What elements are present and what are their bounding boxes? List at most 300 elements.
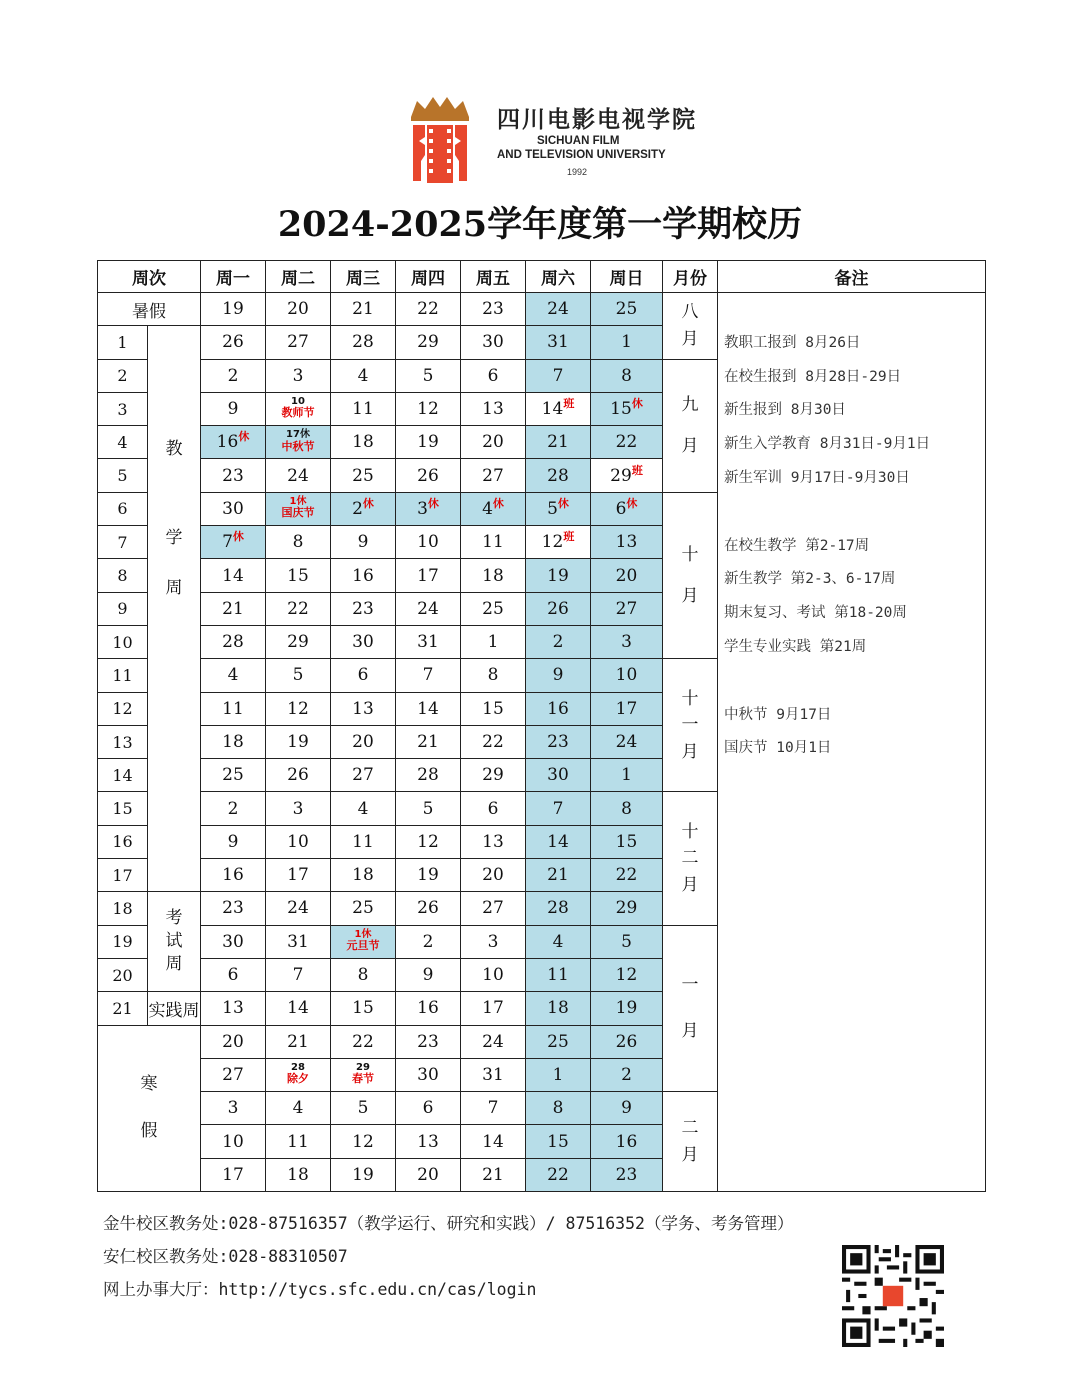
day-cell: 8 bbox=[526, 1092, 591, 1125]
day-cell: 17 bbox=[396, 559, 461, 592]
day-cell-workday bbox=[591, 459, 663, 492]
day-cell: 21 bbox=[266, 1025, 331, 1058]
contact-jinniu: 金牛校区教务处:028-87516357（教学运行、研究和实践）/ 87516352（学务、考务管理） bbox=[103, 1214, 794, 1233]
note-line: 教职工报到 8月26日 bbox=[724, 334, 861, 351]
day-cell: 28 bbox=[396, 759, 461, 792]
day-cell: 13 bbox=[396, 1125, 461, 1158]
rest-mark: 休 bbox=[362, 496, 374, 510]
holiday-date: 1休 bbox=[289, 495, 307, 507]
day-cell: 21 bbox=[396, 725, 461, 758]
note-line bbox=[724, 293, 985, 327]
rest-mark: 休 bbox=[492, 496, 504, 510]
day-cell: 1 bbox=[526, 1058, 591, 1091]
month-october bbox=[663, 492, 718, 658]
day-number: 29 bbox=[610, 465, 632, 486]
day-cell: 31 bbox=[461, 1058, 526, 1091]
spacer bbox=[663, 569, 717, 583]
holiday-date: 29 bbox=[356, 1061, 370, 1073]
day-cell: 25 bbox=[331, 892, 396, 925]
week-number: 5 bbox=[98, 459, 148, 492]
day-cell: 23 bbox=[526, 725, 591, 758]
day-cell: 7 bbox=[396, 659, 461, 692]
spacer bbox=[148, 465, 200, 523]
notes-column bbox=[718, 293, 986, 1192]
day-cell: 22 bbox=[461, 725, 526, 758]
winter-break-label bbox=[98, 1025, 201, 1191]
day-number: 16 bbox=[216, 432, 239, 453]
month-char: 二 bbox=[681, 848, 699, 869]
week-number: 8 bbox=[98, 559, 148, 592]
day-cell: 24 bbox=[591, 725, 663, 758]
week-number: 11 bbox=[98, 659, 148, 692]
day-cell: 23 bbox=[331, 592, 396, 625]
day-cell: 11 bbox=[331, 392, 396, 425]
day-cell-spring-festival bbox=[331, 1058, 396, 1091]
day-cell: 7 bbox=[526, 359, 591, 392]
logo-name-cn: 四川电影电视学院 bbox=[497, 107, 697, 133]
practice-week-label: 实践周 bbox=[148, 992, 201, 1025]
day-cell: 9 bbox=[591, 1092, 663, 1125]
header-wed: 周三 bbox=[331, 261, 396, 293]
day-cell: 23 bbox=[201, 892, 266, 925]
day-cell: 24 bbox=[461, 1025, 526, 1058]
day-cell: 4 bbox=[266, 1092, 331, 1125]
day-cell: 5 bbox=[396, 792, 461, 825]
rest-mark: 休 bbox=[232, 530, 244, 544]
week-number: 19 bbox=[98, 925, 148, 958]
day-cell: 8 bbox=[461, 659, 526, 692]
week-number: 21 bbox=[98, 992, 148, 1025]
day-cell: 20 bbox=[201, 1025, 266, 1058]
day-cell: 21 bbox=[461, 1158, 526, 1191]
day-cell: 25 bbox=[201, 759, 266, 792]
day-cell: 30 bbox=[461, 326, 526, 359]
spacer bbox=[148, 604, 200, 784]
day-cell-rest bbox=[591, 392, 663, 425]
summer-label: 暑假 bbox=[98, 293, 201, 326]
day-cell: 4 bbox=[331, 359, 396, 392]
holiday-stack bbox=[282, 397, 315, 419]
work-mark: 班 bbox=[631, 463, 643, 477]
day-cell: 18 bbox=[331, 859, 396, 892]
page-title: 2024-2025学年度第一学期校历 bbox=[277, 204, 803, 245]
holiday-date: 17休 bbox=[286, 429, 310, 441]
day-cell: 12 bbox=[396, 825, 461, 858]
month-february bbox=[663, 1092, 718, 1192]
day-cell: 8 bbox=[591, 792, 663, 825]
day-cell-rest bbox=[461, 492, 526, 525]
day-cell-workday bbox=[526, 392, 591, 425]
day-cell: 9 bbox=[201, 392, 266, 425]
holiday-stack bbox=[282, 497, 315, 519]
day-cell: 21 bbox=[526, 859, 591, 892]
day-cell: 21 bbox=[201, 592, 266, 625]
week-number: 4 bbox=[98, 426, 148, 459]
day-cell: 17 bbox=[266, 859, 331, 892]
day-cell: 23 bbox=[461, 293, 526, 326]
day-cell: 21 bbox=[526, 426, 591, 459]
day-cell: 2 bbox=[526, 625, 591, 658]
note-line: 学生专业实践 第21周 bbox=[724, 638, 867, 655]
day-number: 12 bbox=[541, 532, 564, 553]
day-cell: 12 bbox=[266, 692, 331, 725]
month-char: 一 bbox=[681, 715, 699, 736]
day-cell: 15 bbox=[526, 1125, 591, 1158]
day-cell: 15 bbox=[331, 992, 396, 1025]
holiday-name: 元旦节 bbox=[346, 939, 380, 953]
day-number: 3 bbox=[417, 498, 428, 519]
day-cell: 16 bbox=[201, 859, 266, 892]
day-cell: 10 bbox=[591, 659, 663, 692]
week-number: 20 bbox=[98, 958, 148, 991]
rest-mark: 休 bbox=[238, 430, 250, 444]
day-cell: 24 bbox=[266, 892, 331, 925]
day-cell: 19 bbox=[526, 559, 591, 592]
contact-anren: 安仁校区教务处:028-88310507 bbox=[103, 1247, 348, 1266]
day-cell: 20 bbox=[331, 725, 396, 758]
holiday-stack bbox=[347, 930, 380, 952]
day-cell: 28 bbox=[201, 625, 266, 658]
spacer bbox=[663, 419, 717, 433]
month-char: 月 bbox=[681, 585, 699, 606]
day-cell: 11 bbox=[266, 1125, 331, 1158]
header-fri: 周五 bbox=[461, 261, 526, 293]
film-faces-logo-icon bbox=[405, 95, 475, 185]
day-cell: 19 bbox=[331, 1158, 396, 1191]
month-char: 九 bbox=[681, 395, 699, 416]
week-number: 7 bbox=[98, 526, 148, 559]
label-char: 教 bbox=[165, 438, 183, 459]
day-number: 15 bbox=[610, 399, 632, 420]
day-cell: 3 bbox=[266, 792, 331, 825]
day-cell: 21 bbox=[331, 293, 396, 326]
day-cell: 20 bbox=[266, 293, 331, 326]
day-number: 7 bbox=[222, 532, 233, 553]
holiday-date: 28 bbox=[291, 1061, 305, 1073]
month-char: 十 bbox=[681, 822, 699, 843]
day-cell: 14 bbox=[266, 992, 331, 1025]
day-cell: 8 bbox=[591, 359, 663, 392]
label-char: 周 bbox=[165, 954, 183, 975]
week-number: 15 bbox=[98, 792, 148, 825]
table-row bbox=[98, 293, 986, 326]
day-cell: 10 bbox=[461, 958, 526, 991]
month-august bbox=[663, 293, 718, 360]
day-cell: 4 bbox=[201, 659, 266, 692]
day-cell: 22 bbox=[526, 1158, 591, 1191]
month-january bbox=[663, 925, 718, 1091]
day-cell: 24 bbox=[526, 293, 591, 326]
day-cell: 23 bbox=[201, 459, 266, 492]
logo-year: 1992 bbox=[567, 167, 588, 177]
day-cell: 19 bbox=[396, 859, 461, 892]
day-cell: 16 bbox=[396, 992, 461, 1025]
day-cell-rest bbox=[526, 492, 591, 525]
day-cell: 11 bbox=[331, 825, 396, 858]
day-cell: 3 bbox=[591, 625, 663, 658]
week-number: 16 bbox=[98, 825, 148, 858]
day-cell: 7 bbox=[461, 1092, 526, 1125]
day-cell: 22 bbox=[396, 293, 461, 326]
header-sat: 周六 bbox=[526, 261, 591, 293]
day-cell: 22 bbox=[266, 592, 331, 625]
month-char: 八 bbox=[681, 302, 699, 323]
header-row bbox=[98, 261, 986, 293]
holiday-name: 春节 bbox=[352, 1072, 374, 1086]
label-char: 假 bbox=[140, 1121, 158, 1142]
day-cell: 4 bbox=[526, 925, 591, 958]
day-cell: 27 bbox=[201, 1058, 266, 1091]
day-cell: 17 bbox=[201, 1158, 266, 1191]
holiday-stack bbox=[287, 1063, 309, 1085]
day-cell-workday bbox=[526, 526, 591, 559]
day-cell: 12 bbox=[396, 392, 461, 425]
spacer bbox=[663, 998, 717, 1018]
day-cell: 13 bbox=[461, 825, 526, 858]
day-cell: 11 bbox=[201, 692, 266, 725]
week-number: 6 bbox=[98, 492, 148, 525]
contact-footer bbox=[103, 1212, 793, 1311]
day-cell: 8 bbox=[266, 526, 331, 559]
day-cell: 17 bbox=[461, 992, 526, 1025]
day-cell: 27 bbox=[331, 759, 396, 792]
day-cell: 19 bbox=[201, 293, 266, 326]
label-char: 试 bbox=[165, 931, 183, 952]
day-cell: 26 bbox=[266, 759, 331, 792]
day-number: 6 bbox=[615, 498, 627, 519]
day-cell: 2 bbox=[396, 925, 461, 958]
day-cell: 28 bbox=[331, 326, 396, 359]
day-cell: 2 bbox=[591, 1058, 663, 1091]
day-cell: 8 bbox=[331, 958, 396, 991]
holiday-stack bbox=[352, 1063, 374, 1085]
day-cell: 1 bbox=[591, 326, 663, 359]
day-cell: 15 bbox=[266, 559, 331, 592]
day-cell: 13 bbox=[201, 992, 266, 1025]
note-line: 在校生报到 8月28日-29日 bbox=[724, 368, 902, 385]
day-cell: 14 bbox=[396, 692, 461, 725]
day-cell: 23 bbox=[591, 1158, 663, 1191]
week-number: 10 bbox=[98, 625, 148, 658]
qr-code-icon bbox=[842, 1245, 944, 1347]
day-cell: 3 bbox=[266, 359, 331, 392]
day-cell: 31 bbox=[396, 625, 461, 658]
header-sun: 周日 bbox=[591, 261, 663, 293]
spacer bbox=[148, 553, 200, 573]
week-number: 1 bbox=[98, 326, 148, 359]
day-number: 5 bbox=[547, 498, 558, 519]
day-cell: 13 bbox=[331, 692, 396, 725]
exam-weeks-label bbox=[148, 892, 201, 992]
day-cell: 6 bbox=[461, 792, 526, 825]
day-cell: 14 bbox=[526, 825, 591, 858]
day-cell: 10 bbox=[396, 526, 461, 559]
day-cell: 7 bbox=[526, 792, 591, 825]
logo-name-en-1: SICHUAN FILM bbox=[537, 135, 620, 147]
month-december bbox=[663, 792, 718, 925]
month-char: 月 bbox=[681, 435, 699, 456]
day-cell-rest bbox=[201, 426, 266, 459]
month-char: 月 bbox=[681, 741, 699, 762]
header-mon: 周一 bbox=[201, 261, 266, 293]
day-cell-mid-autumn bbox=[266, 426, 331, 459]
month-char: 十 bbox=[681, 688, 699, 709]
work-mark: 班 bbox=[563, 397, 575, 411]
day-cell: 30 bbox=[526, 759, 591, 792]
day-cell: 4 bbox=[331, 792, 396, 825]
day-cell: 19 bbox=[591, 992, 663, 1025]
day-cell: 14 bbox=[201, 559, 266, 592]
day-cell: 30 bbox=[201, 492, 266, 525]
day-cell: 16 bbox=[591, 1125, 663, 1158]
week-number: 3 bbox=[98, 392, 148, 425]
week-number: 17 bbox=[98, 859, 148, 892]
university-logo bbox=[405, 95, 697, 185]
rest-mark: 休 bbox=[626, 496, 638, 510]
day-cell: 31 bbox=[266, 925, 331, 958]
day-cell: 9 bbox=[331, 526, 396, 559]
holiday-date: 1休 bbox=[354, 928, 372, 940]
holiday-name: 国庆节 bbox=[281, 506, 315, 520]
day-cell: 24 bbox=[266, 459, 331, 492]
day-cell: 20 bbox=[461, 859, 526, 892]
holiday-stack bbox=[282, 430, 315, 452]
day-cell: 6 bbox=[201, 958, 266, 991]
month-november bbox=[663, 659, 718, 792]
header-thu: 周四 bbox=[396, 261, 461, 293]
note-line: 国庆节 10月1日 bbox=[724, 740, 832, 757]
day-cell: 18 bbox=[526, 992, 591, 1025]
day-cell: 20 bbox=[591, 559, 663, 592]
header-month: 月份 bbox=[663, 261, 718, 293]
day-cell: 30 bbox=[396, 1058, 461, 1091]
week-number: 2 bbox=[98, 359, 148, 392]
day-cell: 5 bbox=[266, 659, 331, 692]
day-cell: 28 bbox=[526, 892, 591, 925]
day-cell: 29 bbox=[591, 892, 663, 925]
note-line: 新生教学 第2-3、6-17周 bbox=[724, 571, 896, 588]
day-cell: 22 bbox=[331, 1025, 396, 1058]
day-cell: 27 bbox=[461, 892, 526, 925]
day-cell: 22 bbox=[591, 426, 663, 459]
week-number: 18 bbox=[98, 892, 148, 925]
day-cell: 17 bbox=[591, 692, 663, 725]
day-cell-rest bbox=[396, 492, 461, 525]
day-cell: 3 bbox=[201, 1092, 266, 1125]
day-cell: 7 bbox=[266, 958, 331, 991]
month-char: 月 bbox=[681, 328, 699, 349]
rest-mark: 休 bbox=[427, 496, 439, 510]
month-char: 一 bbox=[681, 975, 699, 996]
day-cell: 26 bbox=[526, 592, 591, 625]
day-cell: 23 bbox=[396, 1025, 461, 1058]
day-number: 2 bbox=[352, 498, 363, 519]
day-cell: 13 bbox=[461, 392, 526, 425]
day-cell: 25 bbox=[331, 459, 396, 492]
day-cell: 27 bbox=[266, 326, 331, 359]
day-cell: 28 bbox=[526, 459, 591, 492]
day-cell: 11 bbox=[461, 526, 526, 559]
online-service-link[interactable]: 网上办事大厅：http://tycs.sfc.edu.cn/cas/login bbox=[103, 1280, 537, 1299]
day-cell: 11 bbox=[526, 958, 591, 991]
day-cell: 18 bbox=[461, 559, 526, 592]
week-number: 13 bbox=[98, 725, 148, 758]
day-cell: 5 bbox=[396, 359, 461, 392]
day-cell: 20 bbox=[396, 1158, 461, 1191]
day-cell: 19 bbox=[266, 725, 331, 758]
day-cell-rest bbox=[331, 492, 396, 525]
day-cell: 25 bbox=[526, 1025, 591, 1058]
day-cell: 29 bbox=[396, 326, 461, 359]
note-line bbox=[724, 665, 985, 699]
month-char: 月 bbox=[681, 1021, 699, 1042]
note-line: 期末复习、考试 第18-20周 bbox=[724, 605, 907, 622]
day-cell: 5 bbox=[591, 925, 663, 958]
day-cell: 18 bbox=[201, 725, 266, 758]
day-cell: 10 bbox=[201, 1125, 266, 1158]
day-cell-new-year bbox=[331, 925, 396, 958]
week-number: 12 bbox=[98, 692, 148, 725]
header-notes: 备注 bbox=[718, 261, 986, 293]
day-cell-rest bbox=[201, 526, 266, 559]
day-cell: 2 bbox=[201, 792, 266, 825]
holiday-name: 除夕 bbox=[287, 1072, 309, 1086]
day-cell: 25 bbox=[591, 293, 663, 326]
day-cell: 26 bbox=[396, 892, 461, 925]
holiday-date: 10 bbox=[291, 395, 305, 407]
day-cell: 9 bbox=[201, 825, 266, 858]
label-char: 考 bbox=[165, 908, 183, 929]
week-number: 9 bbox=[98, 592, 148, 625]
day-cell: 18 bbox=[331, 426, 396, 459]
day-cell-rest bbox=[591, 492, 663, 525]
calendar-table bbox=[97, 260, 986, 1192]
day-cell: 10 bbox=[266, 825, 331, 858]
day-cell: 3 bbox=[461, 925, 526, 958]
note-line: 新生军训 9月17日-9月30日 bbox=[724, 469, 910, 486]
day-cell: 19 bbox=[396, 426, 461, 459]
holiday-name: 教师节 bbox=[281, 406, 315, 420]
day-cell: 24 bbox=[396, 592, 461, 625]
month-char: 二 bbox=[681, 1118, 699, 1139]
week-number: 14 bbox=[98, 759, 148, 792]
day-cell-teachers-day bbox=[266, 392, 331, 425]
day-cell: 13 bbox=[591, 526, 663, 559]
header-tue: 周二 bbox=[266, 261, 331, 293]
header-week: 周次 bbox=[98, 261, 201, 293]
note-line: 在校生教学 第2-17周 bbox=[724, 537, 870, 554]
month-september bbox=[663, 359, 718, 492]
day-cell: 16 bbox=[331, 559, 396, 592]
day-cell: 14 bbox=[461, 1125, 526, 1158]
day-cell: 30 bbox=[331, 625, 396, 658]
day-cell: 9 bbox=[526, 659, 591, 692]
work-mark: 班 bbox=[563, 530, 575, 544]
month-char: 月 bbox=[681, 1144, 699, 1165]
day-cell: 26 bbox=[591, 1025, 663, 1058]
day-cell: 2 bbox=[201, 359, 266, 392]
day-cell: 9 bbox=[396, 958, 461, 991]
rest-mark: 休 bbox=[557, 496, 569, 510]
day-cell: 22 bbox=[591, 859, 663, 892]
holiday-name: 中秋节 bbox=[281, 439, 315, 453]
day-cell-national-day bbox=[266, 492, 331, 525]
note-line: 中秋节 9月17日 bbox=[724, 706, 832, 723]
day-number: 14 bbox=[541, 399, 564, 420]
day-cell: 31 bbox=[526, 326, 591, 359]
day-cell: 15 bbox=[461, 692, 526, 725]
day-cell: 12 bbox=[331, 1125, 396, 1158]
